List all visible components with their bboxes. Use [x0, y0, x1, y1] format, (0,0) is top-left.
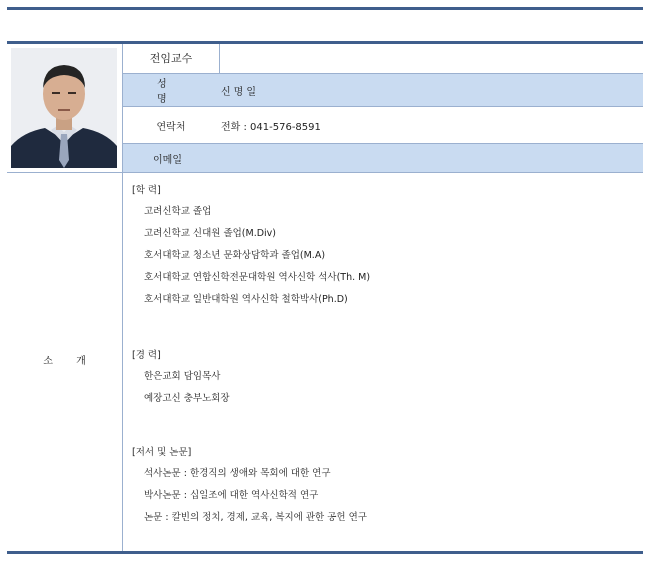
email-row	[123, 144, 643, 173]
name-label: 성 명	[157, 79, 181, 105]
contact-row	[123, 107, 643, 144]
contact-value: 전화 : 041-576-8591	[221, 121, 321, 133]
list-item: 석사논문 : 한경직의 생애와 목회에 대한 연구	[144, 468, 331, 479]
list-item: 호서대학교 청소년 문화상담학과 졸업(M.A)	[144, 250, 326, 261]
list-item: 예장고신 충부노회장	[144, 393, 230, 404]
position-title: 전임교수	[123, 44, 220, 73]
list-item: 호서대학교 연합신학전문대학원 역사신학 석사(Th. M)	[144, 272, 371, 283]
bottom-rule	[7, 551, 643, 554]
publications-title: [저서 및 논문]	[132, 447, 192, 458]
contact-label: 연락처	[156, 121, 186, 133]
intro-label: 소 개	[43, 356, 96, 367]
photo-divider	[7, 172, 123, 173]
list-item: 한은교회 담임목사	[144, 371, 221, 382]
publications-section	[132, 444, 367, 529]
top-rule	[7, 7, 643, 10]
career-title: [경 력]	[132, 350, 161, 361]
education-title: [학 력]	[132, 185, 161, 196]
email-label: 이메일	[153, 154, 182, 166]
career-section	[132, 347, 230, 410]
name-value: 신명일	[221, 86, 259, 98]
profile-photo	[11, 48, 117, 168]
photo-cell	[7, 44, 122, 172]
list-item: 고려신학교 졸업	[144, 206, 212, 217]
name-row	[123, 74, 643, 107]
education-section	[132, 182, 370, 311]
list-item: 고려신학교 신대원 졸업(M.Div)	[144, 228, 277, 239]
list-item: 호서대학교 일반대학원 역사신학 철학박사(Ph.D)	[144, 294, 348, 305]
list-item: 박사논문 : 십일조에 대한 역사신학적 연구	[144, 490, 319, 501]
position-row	[123, 44, 643, 74]
list-item: 논문 : 칼빈의 정치, 경제, 교육, 복지에 관한 공헌 연구	[144, 512, 367, 523]
